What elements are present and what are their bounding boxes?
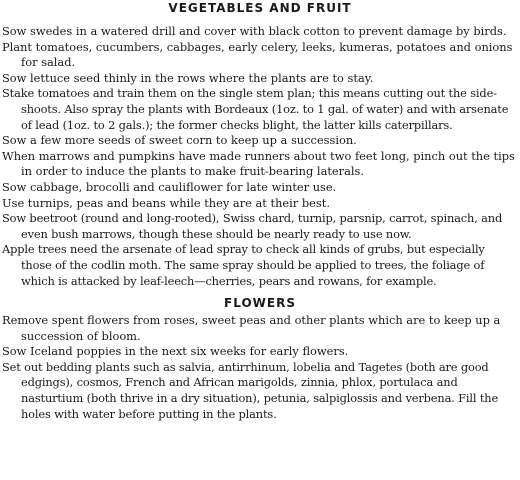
list-item-sow-swedes: Sow swedes in a watered drill and cover with black cotton to prevent damage by birds.	[2, 24, 507, 38]
list-item-plant-tomatoes: Plant tomatoes, cucumbers, cabbages, early celery, leeks, kumeras, potatoes and onions for salad.	[2, 39, 513, 70]
section-heading-vegetables-and-fruit: VEGETABLES AND FRUIT	[168, 1, 352, 15]
section-heading-flowers: FLOWERS	[224, 296, 296, 311]
list-item-bedding-plants: Set out bedding plants such as salvia, antirrhinum, lobelia and Tagetes (both are good edgings), cosmos, French and African marigolds, zinnia, phlox, portulaca and nasturtium (both thrive in a dry situation), petunia, salpiglossis and verbena. Fill the holes with water before putting in the plants.	[2, 359, 499, 421]
list-item-sow-cabbage: Sow cabbage, brocolli and cauliflower for late winter use.	[2, 179, 337, 194]
list-item-iceland-poppies: Sow Iceland poppies in the next six weeks for early flowers.	[2, 344, 349, 359]
list-item-remove-spent-flowers: Remove spent flowers from roses, sweet peas and other plants which are to keep up a succession of bloom.	[2, 313, 501, 343]
list-item-sow-beetroot: Sow beetroot (round and long-rooted), Swiss chard, turnip, parsnip, carrot, spinach, and even bush marrows, though these should be nearly ready to use now.	[2, 211, 503, 241]
list-item-use-turnips: Use turnips, peas and beans while they are at their best.	[2, 195, 330, 210]
list-item-sweet-corn: Sow a few more seeds of sweet corn to keep up a succession.	[2, 133, 357, 148]
list-item-apple-trees: Apple trees need the arsenate of lead spray to check all kinds of grubs, but especially those of the codlin moth. The same spray should be applied to trees, the foliage of which is attacked by leaf-leech—cherries, pears and rowans, for example.	[2, 242, 485, 288]
list-item-sow-lettuce: Sow lettuce seed thinly in the rows where the plants are to stay.	[2, 70, 374, 85]
list-item-marrows-pumpkins: When marrows and pumpkins have made runners about two feet long, pinch out the tips in order to induce the plants to make fruit-bearing laterals.	[2, 148, 515, 179]
list-item-stake-tomatoes: Stake tomatoes and train them on the single stem plan; this means cutting out the side-shoots. Also spray the plants with Bordeaux (1oz. to 1 gal. of water) and with arsenate of lead (1oz. to 2 gals.); the former checks blight, the latter kills caterpillars.	[2, 86, 509, 132]
